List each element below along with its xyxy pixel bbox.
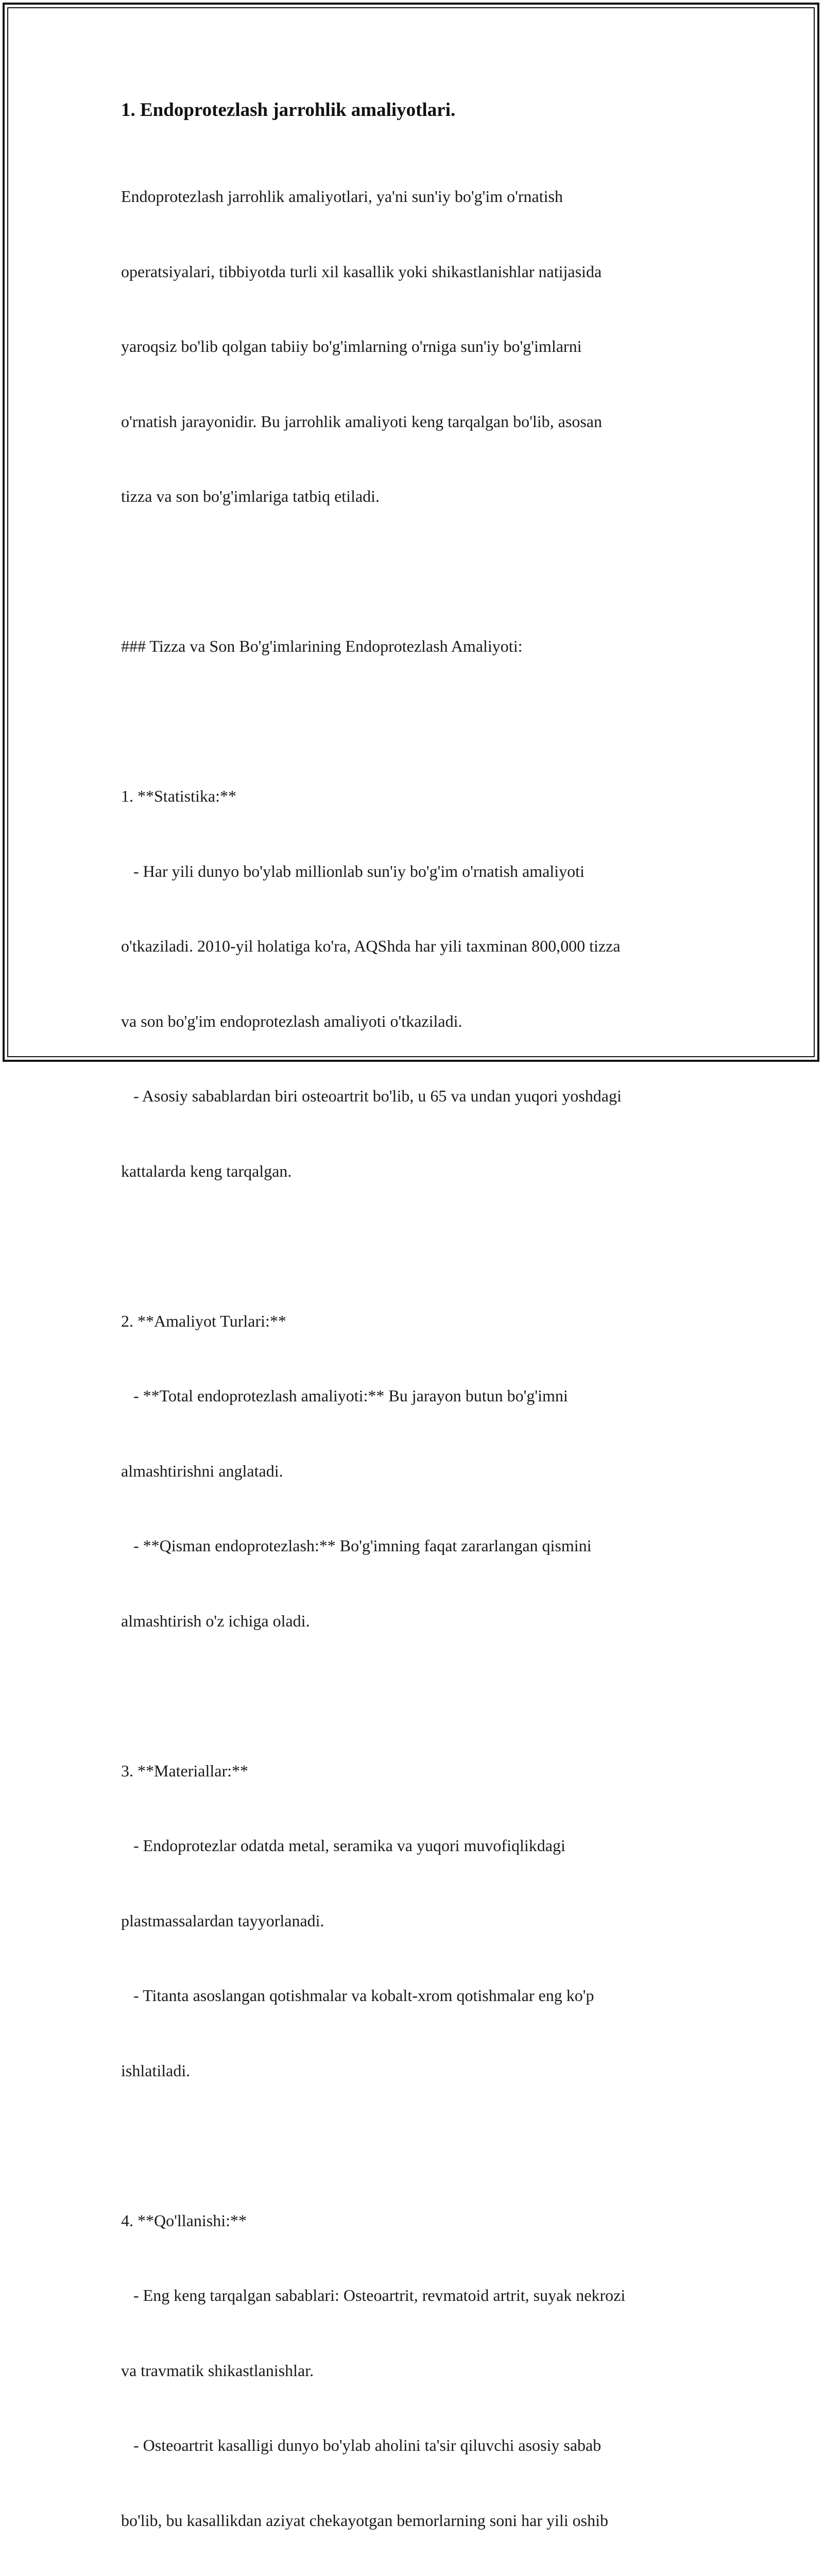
spacer (121, 559, 718, 584)
section-line: - **Qisman endoprotezlash:** Bo'g'imning faqat zararlangan qismini (121, 1533, 718, 1558)
section-line: - Asosiy sabablardan biri osteoartrit bo'lib, u 65 va undan yuqori yoshdagi (121, 1083, 718, 1109)
section-line: - Titanta asoslangan qotishmalar va kobalt-xrom qotishmalar eng ko'p (121, 1983, 718, 2008)
section-heading: 3. **Materiallar:** (121, 1758, 718, 1784)
subheading (121, 584, 718, 709)
section-line: plastmassalardan tayyorlanadi. (121, 1908, 718, 1934)
section-heading: 1. **Statistika:** (121, 784, 718, 809)
intro-line: Endoprotezlash jarrohlik amaliyotlari, ya'ni sun'iy bo'g'im o'rnatish (121, 184, 718, 209)
section-line: - Har yili dunyo bo'ylab millionlab sun'iy bo'g'im o'rnatish amaliyoti (121, 859, 718, 884)
document-title: 1. Endoprotezlash jarrohlik amaliyotlari. (121, 96, 718, 125)
section-line: va travmatik shikastlanishlar. (121, 2358, 718, 2383)
intro-line: operatsiyalari, tibbiyotda turli xil kasallik yoki shikastlanishlar natijasida (121, 259, 718, 284)
section-line: - Osteoartrit kasalligi dunyo bo'ylab aholini ta'sir qiluvchi asosiy sabab (121, 2433, 718, 2458)
document-body (121, 96, 718, 2576)
section-line: va son bo'g'im endoprotezlash amaliyoti o'tkaziladi. (121, 1009, 718, 1034)
section-line: - Eng keng tarqalgan sabablari: Osteoartrit, revmatoid artrit, suyak nekrozi (121, 2283, 718, 2308)
intro-line: o'rnatish jarayonidir. Bu jarrohlik amaliyoti keng tarqalgan bo'lib, asosan (121, 409, 718, 434)
spacer (121, 709, 718, 734)
intro-line: tizza va son bo'g'imlariga tatbiq etiladi. (121, 484, 718, 509)
intro-line: yaroqsiz bo'lib qolgan tabiiy bo'g'imlarning o'rniga sun'iy bo'g'imlarni (121, 334, 718, 359)
section-line: ishlatiladi. (121, 2058, 718, 2083)
intro-paragraph (121, 134, 718, 559)
spacer (121, 1233, 718, 1259)
spacer (121, 2133, 718, 2158)
section-line: almashtirishni anglatadi. (121, 1459, 718, 1484)
section-statistika (121, 734, 718, 1233)
subheading-text: ### Tizza va Son Bo'g'imlarining Endoprotezlash Amaliyoti: (121, 634, 718, 659)
section-line: almashtirish o'z ichiga oladi. (121, 1608, 718, 1634)
section-line: - **Total endoprotezlash amaliyoti:** Bu jarayon butun bo'g'imni (121, 1383, 718, 1409)
section-line: - Endoprotezlar odatda metal, seramika va yuqori muvofiqlikdagi (121, 1833, 718, 1858)
section-materiallar (121, 1708, 718, 2133)
spacer (121, 1683, 718, 1708)
section-line: kattalarda keng tarqalgan. (121, 1159, 718, 1184)
section-amaliyot-turlari (121, 1259, 718, 1684)
section-heading: 4. **Qo'llanishi:** (121, 2208, 718, 2233)
section-line: bo'lib, bu kasallikdan aziyat chekayotgan bemorlarning soni har yili oshib (121, 2508, 718, 2533)
section-heading: 2. **Amaliyot Turlari:** (121, 1309, 718, 1334)
section-line: o'tkaziladi. 2010-yil holatiga ko'ra, AQShda har yili taxminan 800,000 tizza (121, 934, 718, 959)
section-qollanishi (121, 2158, 718, 2576)
